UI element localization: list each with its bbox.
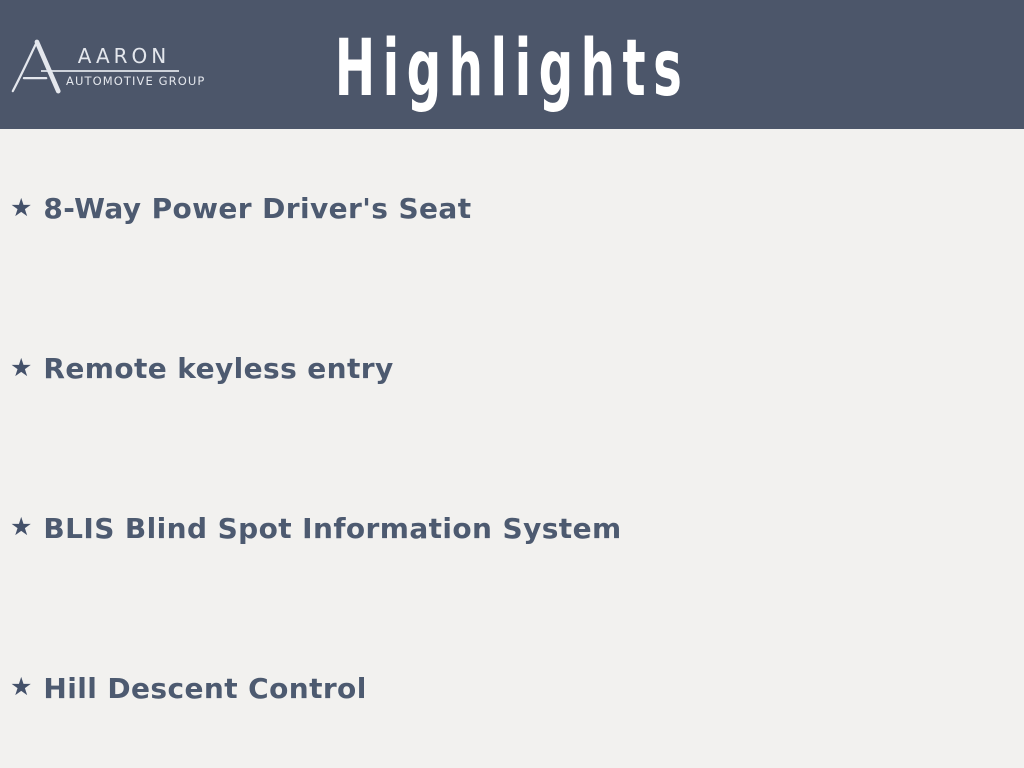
logo-a-mark-icon: [10, 38, 62, 96]
highlight-label: Hill Descent Control: [43, 671, 367, 705]
highlights-list: [0, 129, 1024, 768]
star-icon: ★: [10, 512, 33, 542]
highlight-label: BLIS Blind Spot Information System: [43, 511, 622, 545]
brand-logo: [10, 36, 206, 96]
star-icon: ★: [10, 352, 33, 382]
star-icon: ★: [10, 672, 33, 702]
logo-brand-name: AARON: [77, 44, 171, 68]
header: [0, 0, 1024, 129]
highlight-item: [0, 289, 1024, 449]
logo-subtitle: AUTOMOTIVE GROUP: [66, 74, 206, 88]
highlight-item: [0, 449, 1024, 609]
highlight-label: 8-Way Power Driver's Seat: [43, 192, 472, 226]
page-title: Highlights: [334, 23, 690, 114]
highlight-label: Remote keyless entry: [43, 352, 394, 386]
highlight-item: [0, 129, 1024, 289]
star-icon: ★: [10, 192, 33, 222]
logo-divider: [41, 70, 179, 72]
highlight-item: [0, 608, 1024, 768]
